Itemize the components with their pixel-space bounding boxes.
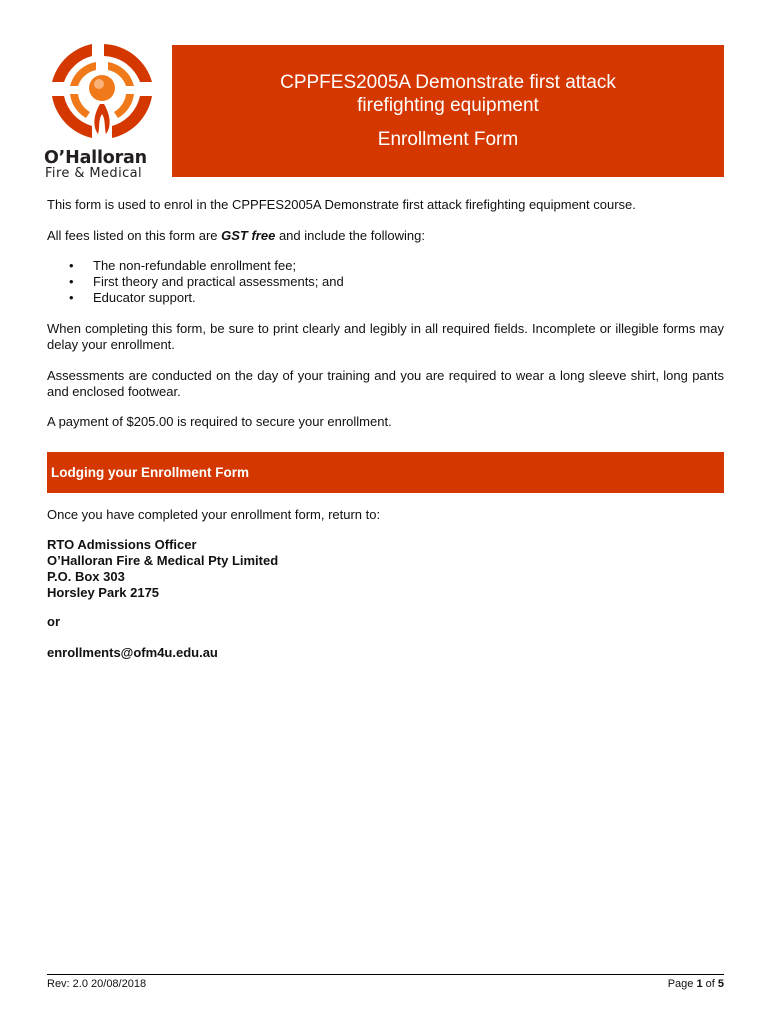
address-line: P.O. Box 303 [47,569,125,584]
enrollment-email[interactable]: enrollments@ofm4u.edu.au [47,645,218,660]
list-item [47,274,344,290]
page-current: 1 [696,978,703,990]
footer-divider [47,974,724,975]
page-total: 5 [717,978,724,990]
address-line: Horsley Park 2175 [47,585,160,600]
bullet-icon: • [69,258,74,273]
fees-list [47,258,344,306]
completion-paragraph: When completing this form, be sure to print clearly and legibly in all required fields. Incomplete or illegible forms may delay your enrollment. [47,321,724,352]
fees-paragraph [47,228,724,244]
intro-paragraph: This form is used to enrol in the CPPFES2005A Demonstrate first attack firefighting equipment course. [47,197,636,212]
list-item [47,258,344,274]
payment-paragraph: A payment of $205.00 is required to secure your enrollment. [47,414,392,429]
page-number [668,978,724,990]
list-item-text: First theory and practical assessments; and [93,274,344,289]
fees-text-after: and include the following: [275,228,425,243]
address-line: RTO Admissions Officer [47,537,197,552]
form-title: Enrollment Form [377,129,519,150]
lodging-section-header [47,452,724,493]
logo-name: O’Halloran [44,148,147,168]
address-line: O’Halloran Fire & Medical Pty Limited [47,553,279,568]
bullet-icon: • [69,290,74,305]
list-item-text: The non-refundable enrollment fee; [93,258,297,273]
fire-medical-emblem-icon [40,42,168,152]
lodging-heading: Lodging your Enrollment Form [51,465,249,480]
bullet-icon: • [69,274,74,289]
or-separator: or [47,614,60,629]
page-prefix: Page [667,978,697,990]
course-title-line2: firefighting equipment [357,95,539,116]
revision-info: Rev: 2.0 20/08/2018 [47,978,147,990]
list-item-text: Educator support. [93,290,196,305]
page-of: of [702,978,718,990]
fees-text-before: All fees listed on this form are [47,228,222,243]
course-title [172,71,724,117]
list-item [47,290,344,306]
logo-subtitle: Fire & Medical [45,166,143,181]
lodging-intro: Once you have completed your enrollment form, return to: [47,507,381,522]
header-banner [172,45,724,177]
assessment-paragraph: Assessments are conducted on the day of your training and you are required to wear a long sleeve shirt, long pants and enclosed footwear. [47,368,724,399]
company-logo [40,42,168,182]
course-title-line1: CPPFES2005A Demonstrate first attack [280,72,616,93]
postal-address [47,537,278,601]
gst-free-emphasis: GST free [221,228,276,243]
